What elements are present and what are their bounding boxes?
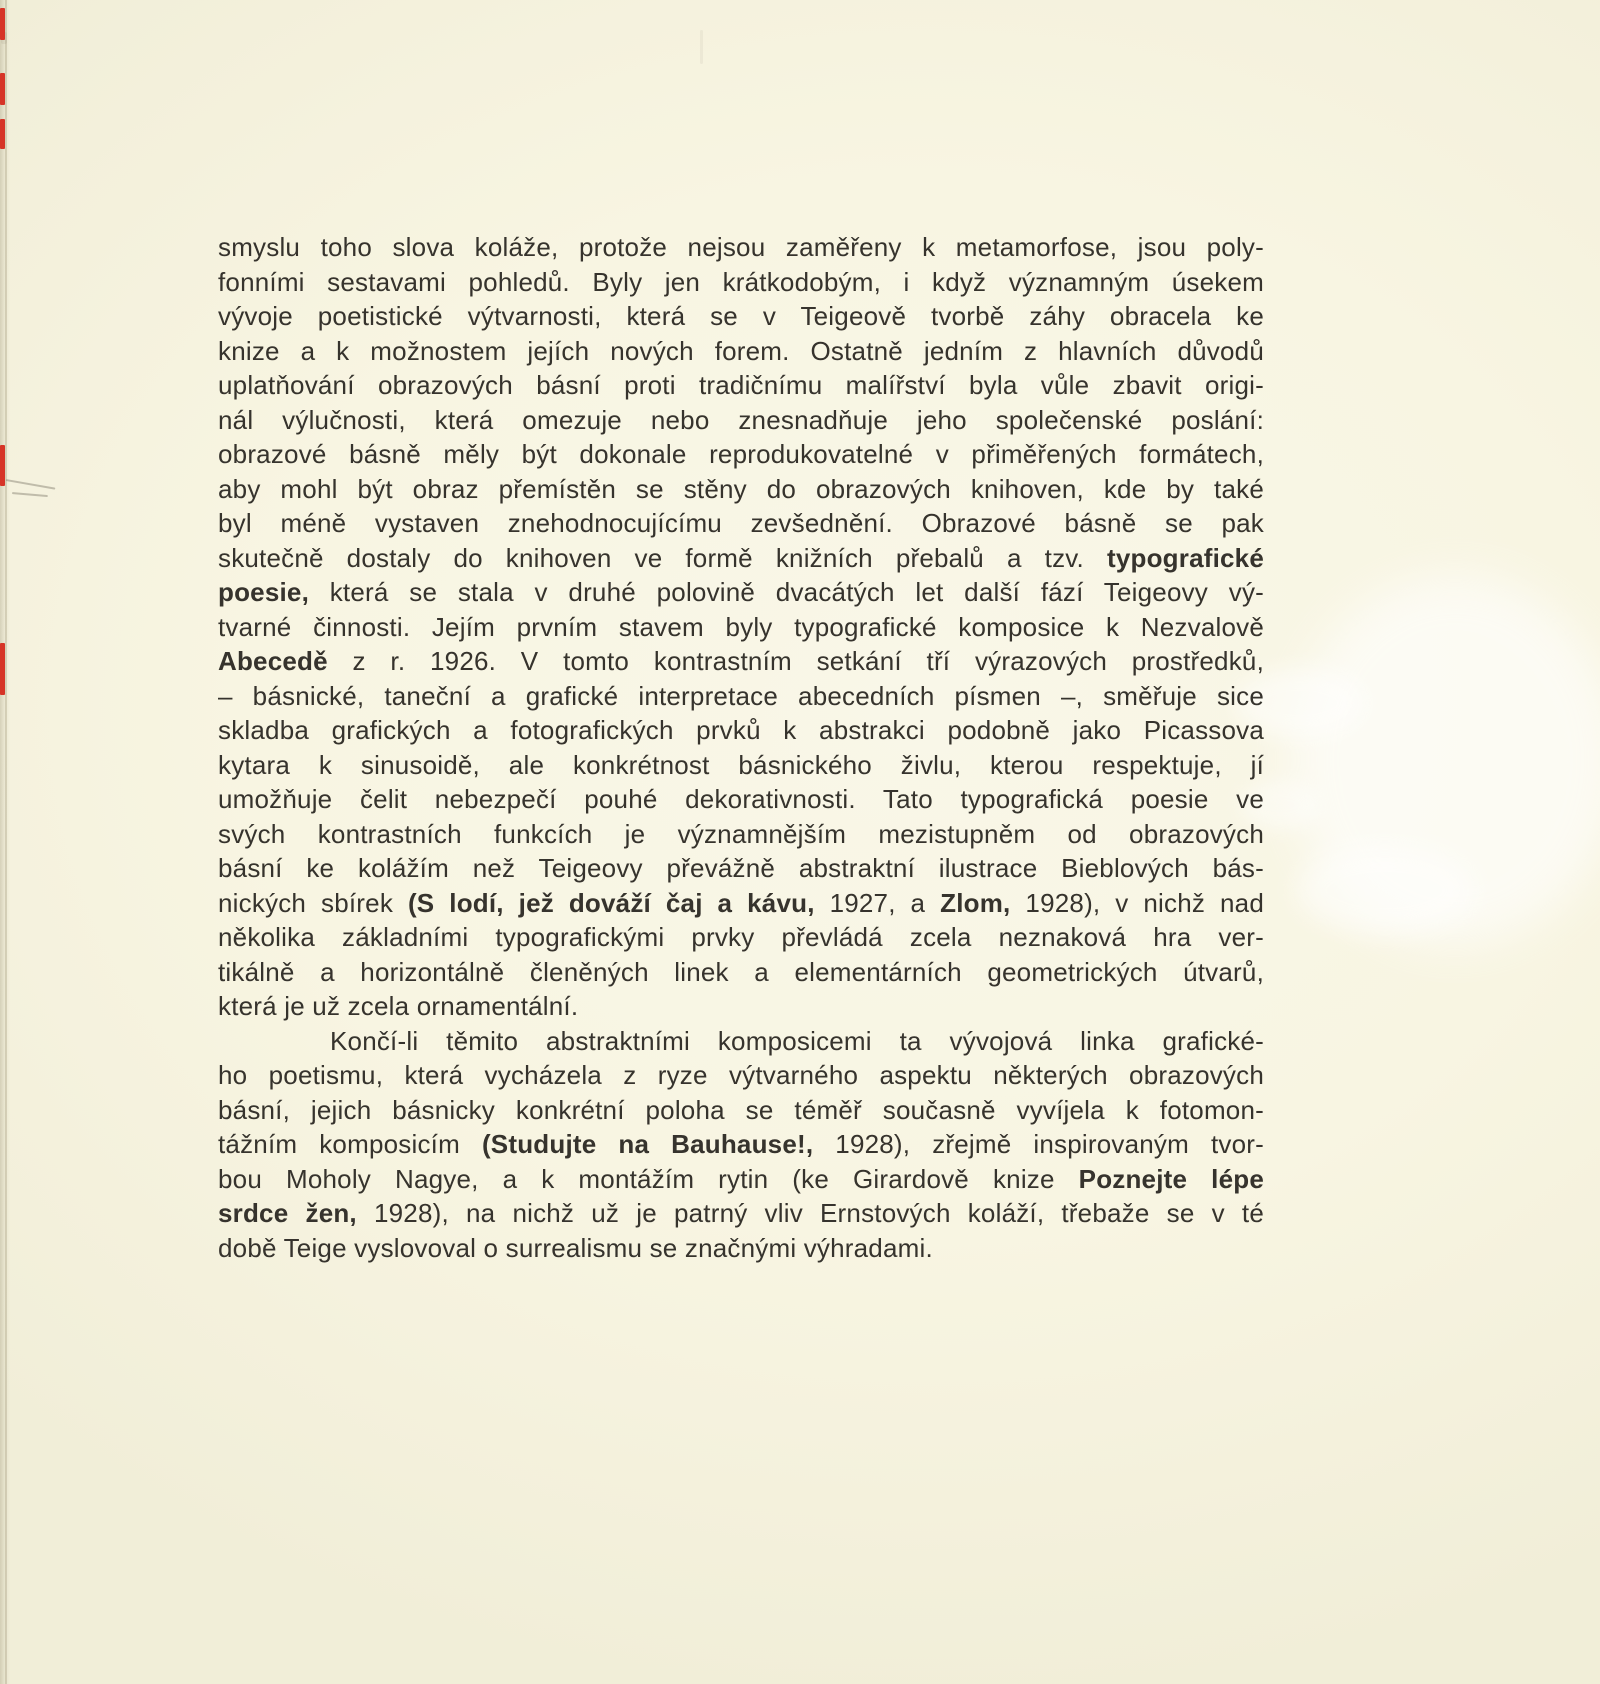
text-segment: která se stala v druhé polovině dvacátých let další fází Teigeovy vý- — [309, 577, 1264, 607]
text-segment: skutečně dostaly do knihoven ve formě knižních přebalů a tzv. — [218, 542, 1107, 573]
text-segment: obrazové básně měly být dokonale reprodukovatelné v přiměřených formátech, — [218, 439, 1264, 469]
bold-text-segment: srdce žen, — [218, 1198, 357, 1228]
bold-text-segment: Zlom, — [940, 887, 1011, 918]
text-line — [218, 851, 1264, 886]
text-segment: svých kontrastních funkcích je významnějším mezistupněm od obrazových — [218, 818, 1264, 849]
scan-scratch-mark — [6, 479, 56, 490]
bold-text-segment: (Studujte na Bauhause!, — [481, 1129, 814, 1159]
red-edge-mark — [0, 445, 5, 486]
text-line — [218, 403, 1264, 438]
text-line — [218, 299, 1264, 334]
text-line — [218, 437, 1264, 472]
text-segment: básní, jejich básnicky konkrétní poloha se téměř současně vyvíjela k fotomon- — [218, 1094, 1264, 1125]
text-line — [218, 265, 1264, 300]
text-segment: skladba grafických a fotografických prvků k abstrakci podobně jako Picassova — [218, 715, 1264, 745]
text-segment: byl méně vystaven znehodnocujícímu zevšednění. Obrazové básně se pak — [218, 508, 1264, 538]
bold-text-segment: Abecedě — [218, 646, 328, 676]
text-segment: 1927, a — [814, 887, 941, 918]
text-line — [218, 955, 1264, 990]
text-segment: z r. 1926. V tomto kontrastním setkání tří výrazových prostředků, — [327, 646, 1264, 676]
text-line — [218, 1024, 1264, 1059]
red-edge-mark — [0, 119, 5, 149]
bold-text-segment: typografické — [1106, 542, 1264, 573]
text-segment: umožňuje čelit nebezpečí pouhé dekorativnosti. Tato typografická poesie ve — [218, 784, 1264, 814]
text-line — [218, 541, 1264, 576]
text-segment: tikálně a horizontálně členěných linek a elementárních geometrických útvarů, — [218, 956, 1264, 987]
text-line — [218, 989, 1264, 1024]
red-edge-mark — [0, 643, 5, 695]
text-line — [218, 334, 1264, 369]
scan-speck — [700, 30, 703, 64]
text-line — [218, 679, 1264, 714]
text-line — [218, 472, 1264, 507]
page-left-edge-line — [5, 0, 7, 1684]
scan-light-patch — [1295, 845, 1475, 935]
scan-scratch-mark — [12, 492, 48, 497]
text-segment: – básnické, taneční a grafické interpretace abecedních písmen –, směřuje sice — [218, 680, 1264, 711]
text-line — [218, 644, 1264, 679]
text-line — [218, 575, 1264, 610]
text-segment: uplatňování obrazových básní proti tradičnímu malířství byla vůle zbavit origi- — [218, 370, 1264, 400]
text-segment: době Teige vyslovoval o surrealismu se značnými výhradami. — [218, 1232, 933, 1263]
red-edge-mark — [0, 8, 5, 40]
text-segment: která je už zcela ornamentální. — [218, 991, 579, 1021]
text-line — [218, 886, 1264, 921]
text-segment: bou Moholy Nagye, a k montážím rytin (ke Girardově knize — [218, 1163, 1079, 1194]
text-line — [218, 1231, 1264, 1266]
text-line — [218, 1093, 1264, 1128]
text-line — [218, 713, 1264, 748]
text-segment: tvarné činnosti. Jejím prvním stavem byly typografické komposice k Nezvalově — [218, 611, 1264, 642]
text-line — [218, 506, 1264, 541]
text-line — [218, 1127, 1264, 1162]
text-segment: ho poetismu, která vycházela z ryze výtvarného aspektu některých obrazových — [218, 1060, 1264, 1090]
text-segment: vývoje poetistické výtvarnosti, která se v Teigeově tvorbě záhy obracela ke — [218, 301, 1264, 331]
text-segment: 1928), na nichž už je patrný vliv Ernstových koláží, třebaže se v té — [356, 1198, 1264, 1228]
text-segment: nických sbírek — [218, 887, 408, 918]
text-line — [218, 368, 1264, 403]
text-line — [218, 920, 1264, 955]
text-segment: knize a k možnostem jejích nových forem. Ostatně jedním z hlavních důvodů — [218, 335, 1264, 366]
text-segment: nál výlučnosti, která omezuje nebo znesnadňuje jeho společenské poslání: — [218, 404, 1264, 435]
text-segment: tážním komposicím — [218, 1129, 482, 1159]
text-line — [218, 610, 1264, 645]
text-line — [218, 1196, 1264, 1231]
text-segment: Končí-li těmito abstraktními komposicemi ta vývojová linka grafické- — [330, 1025, 1264, 1056]
bold-text-segment: Poznejte lépe — [1078, 1163, 1264, 1194]
red-edge-mark — [0, 73, 5, 105]
text-line — [218, 1162, 1264, 1197]
body-text-block — [218, 230, 1264, 1265]
text-line — [218, 748, 1264, 783]
text-segment: smyslu toho slova koláže, protože nejsou zaměřeny k metamorfose, jsou poly- — [218, 232, 1264, 262]
text-line — [218, 230, 1264, 265]
text-line — [218, 1058, 1264, 1093]
text-segment: kytara k sinusoidě, ale konkrétnost básnického živlu, kterou respektuje, jí — [218, 749, 1264, 780]
bold-text-segment: (S lodí, jež dováží čaj a kávu, — [407, 887, 815, 918]
text-line — [218, 782, 1264, 817]
text-segment: fonními sestavami pohledů. Byly jen krátkodobým, i když významným úsekem — [218, 266, 1264, 297]
text-segment: 1928), v nichž nad — [1010, 887, 1265, 918]
text-segment: básní ke kolážím než Teigeovy převážně abstraktní ilustrace Bieblových bás- — [218, 853, 1264, 883]
text-segment: aby mohl být obraz přemístěn se stěny do obrazových knihoven, kde by také — [218, 473, 1264, 504]
text-segment: několika základními typografickými prvky převládá zcela neznaková hra ver- — [218, 922, 1264, 952]
text-segment: 1928), zřejmě inspirovaným tvor- — [813, 1129, 1264, 1159]
bold-text-segment: poesie, — [218, 577, 309, 607]
text-line — [218, 817, 1264, 852]
